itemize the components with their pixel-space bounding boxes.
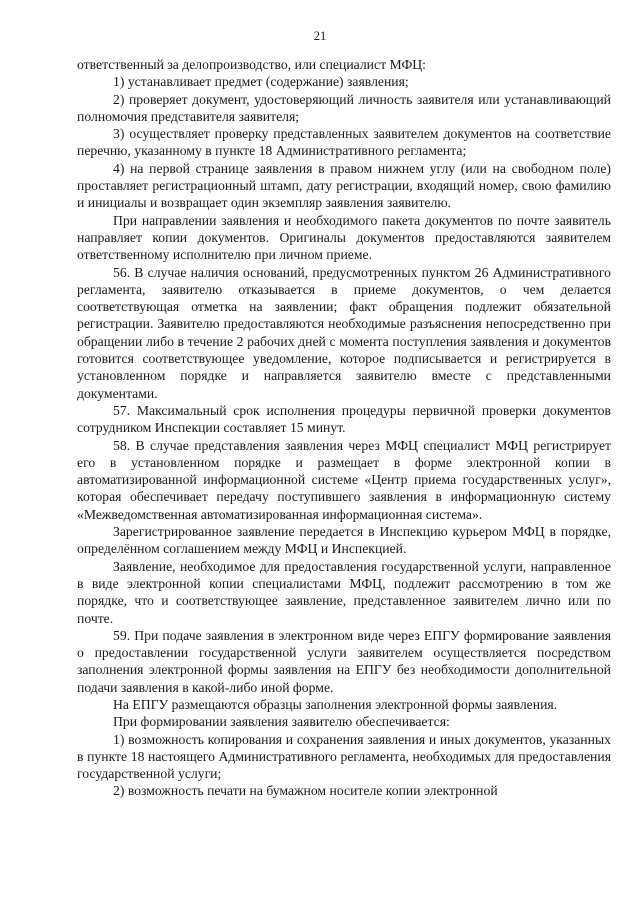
paragraph: 2) возможность печати на бумажном носителе копии электронной [113,783,498,799]
paragraph: Заявление, необходимое для предоставления государственной услуги, направленное в виде электронной копии специалистами МФЦ, подлежит рассмотрению в том же порядке, что и соответствующее заявление, представленное заявителем лично или по почте. [77,558,611,626]
paragraph: 1) возможность копирования и сохранения заявления и иных документов, указанных в пункте 18 настоящего Административного регламента, необходимых для предоставления государственной услуги; [77,731,611,782]
paragraph: 59. При подаче заявления в электронном виде через ЕПГУ формирование заявления о предоставлении государственной услуги заявителем осуществляется посредством заполнения электронной формы заявления на ЕПГУ без необходимости дополнительной подачи заявления в какой-либо иной форме. [77,627,611,695]
paragraph: 56. В случае наличия оснований, предусмотренных пунктом 26 Административного регламента, заявителю отказывается в приеме документов, о чем делается соответствующая отметка на заявлении; факт обращения подлежит обязательной регистрации. Заявителю предоставляются необходимые разъяснения непосредственно при обращении либо в течение 2 рабочих дней с момента поступления заявления и документов готовится соответствующее уведомление, которое подписывается и регистрируется в установленном порядке и направляется заявителю вместе с представленными документами. [77,264,611,401]
paragraph: 58. В случае представления заявления через МФЦ специалист МФЦ регистрирует его в установленном порядке и размещает в форме электронной копии в автоматизированной информационной системе «Центр приема государственных услуг», которая обеспечивает передачу поступившего заявления в информационную систему «Межведомственная автоматизированная информационная система». [77,437,611,522]
paragraph: ответственный за делопроизводство, или специалист МФЦ: [77,57,426,72]
paragraph: Зарегистрированное заявление передается в Инспекцию курьером МФЦ в порядке, определённом соглашением между МФЦ и Инспекцией. [77,524,611,557]
paragraph: При формировании заявления заявителю обеспечивается: [113,714,450,730]
paragraph: 57. Максимальный срок исполнения процедуры первичной проверки документов сотрудником Инспекции составляет 15 минут. [77,402,611,436]
paragraph: 1) устанавливает предмет (содержание) заявления; [113,74,409,90]
paragraph: 3) осуществляет проверку представленных заявителем документов на соответствие перечню, указанному в пункте 18 Административного регламента; [77,126,611,159]
page-number: 21 [313,29,327,43]
paragraph: На ЕПГУ размещаются образцы заполнения электронной формы заявления. [113,696,558,712]
document-body [77,56,611,800]
paragraph: 4) на первой странице заявления в правом нижнем углу (или на свободном поле) проставляет регистрационный штамп, дату регистрации, входящий номер, свою фамилию и инициалы и возвращает один экземпляр заявления заявителю. [77,160,611,211]
paragraph: 2) проверяет документ, удостоверяющий личность заявителя или устанавливающий полномочия представителя заявителя; [77,91,611,124]
paragraph: При направлении заявления и необходимого пакета документов по почте заявитель направляет копии документов. Оригиналы документов предоставляются заявителем ответственному исполнителю при личном приеме. [77,212,611,263]
